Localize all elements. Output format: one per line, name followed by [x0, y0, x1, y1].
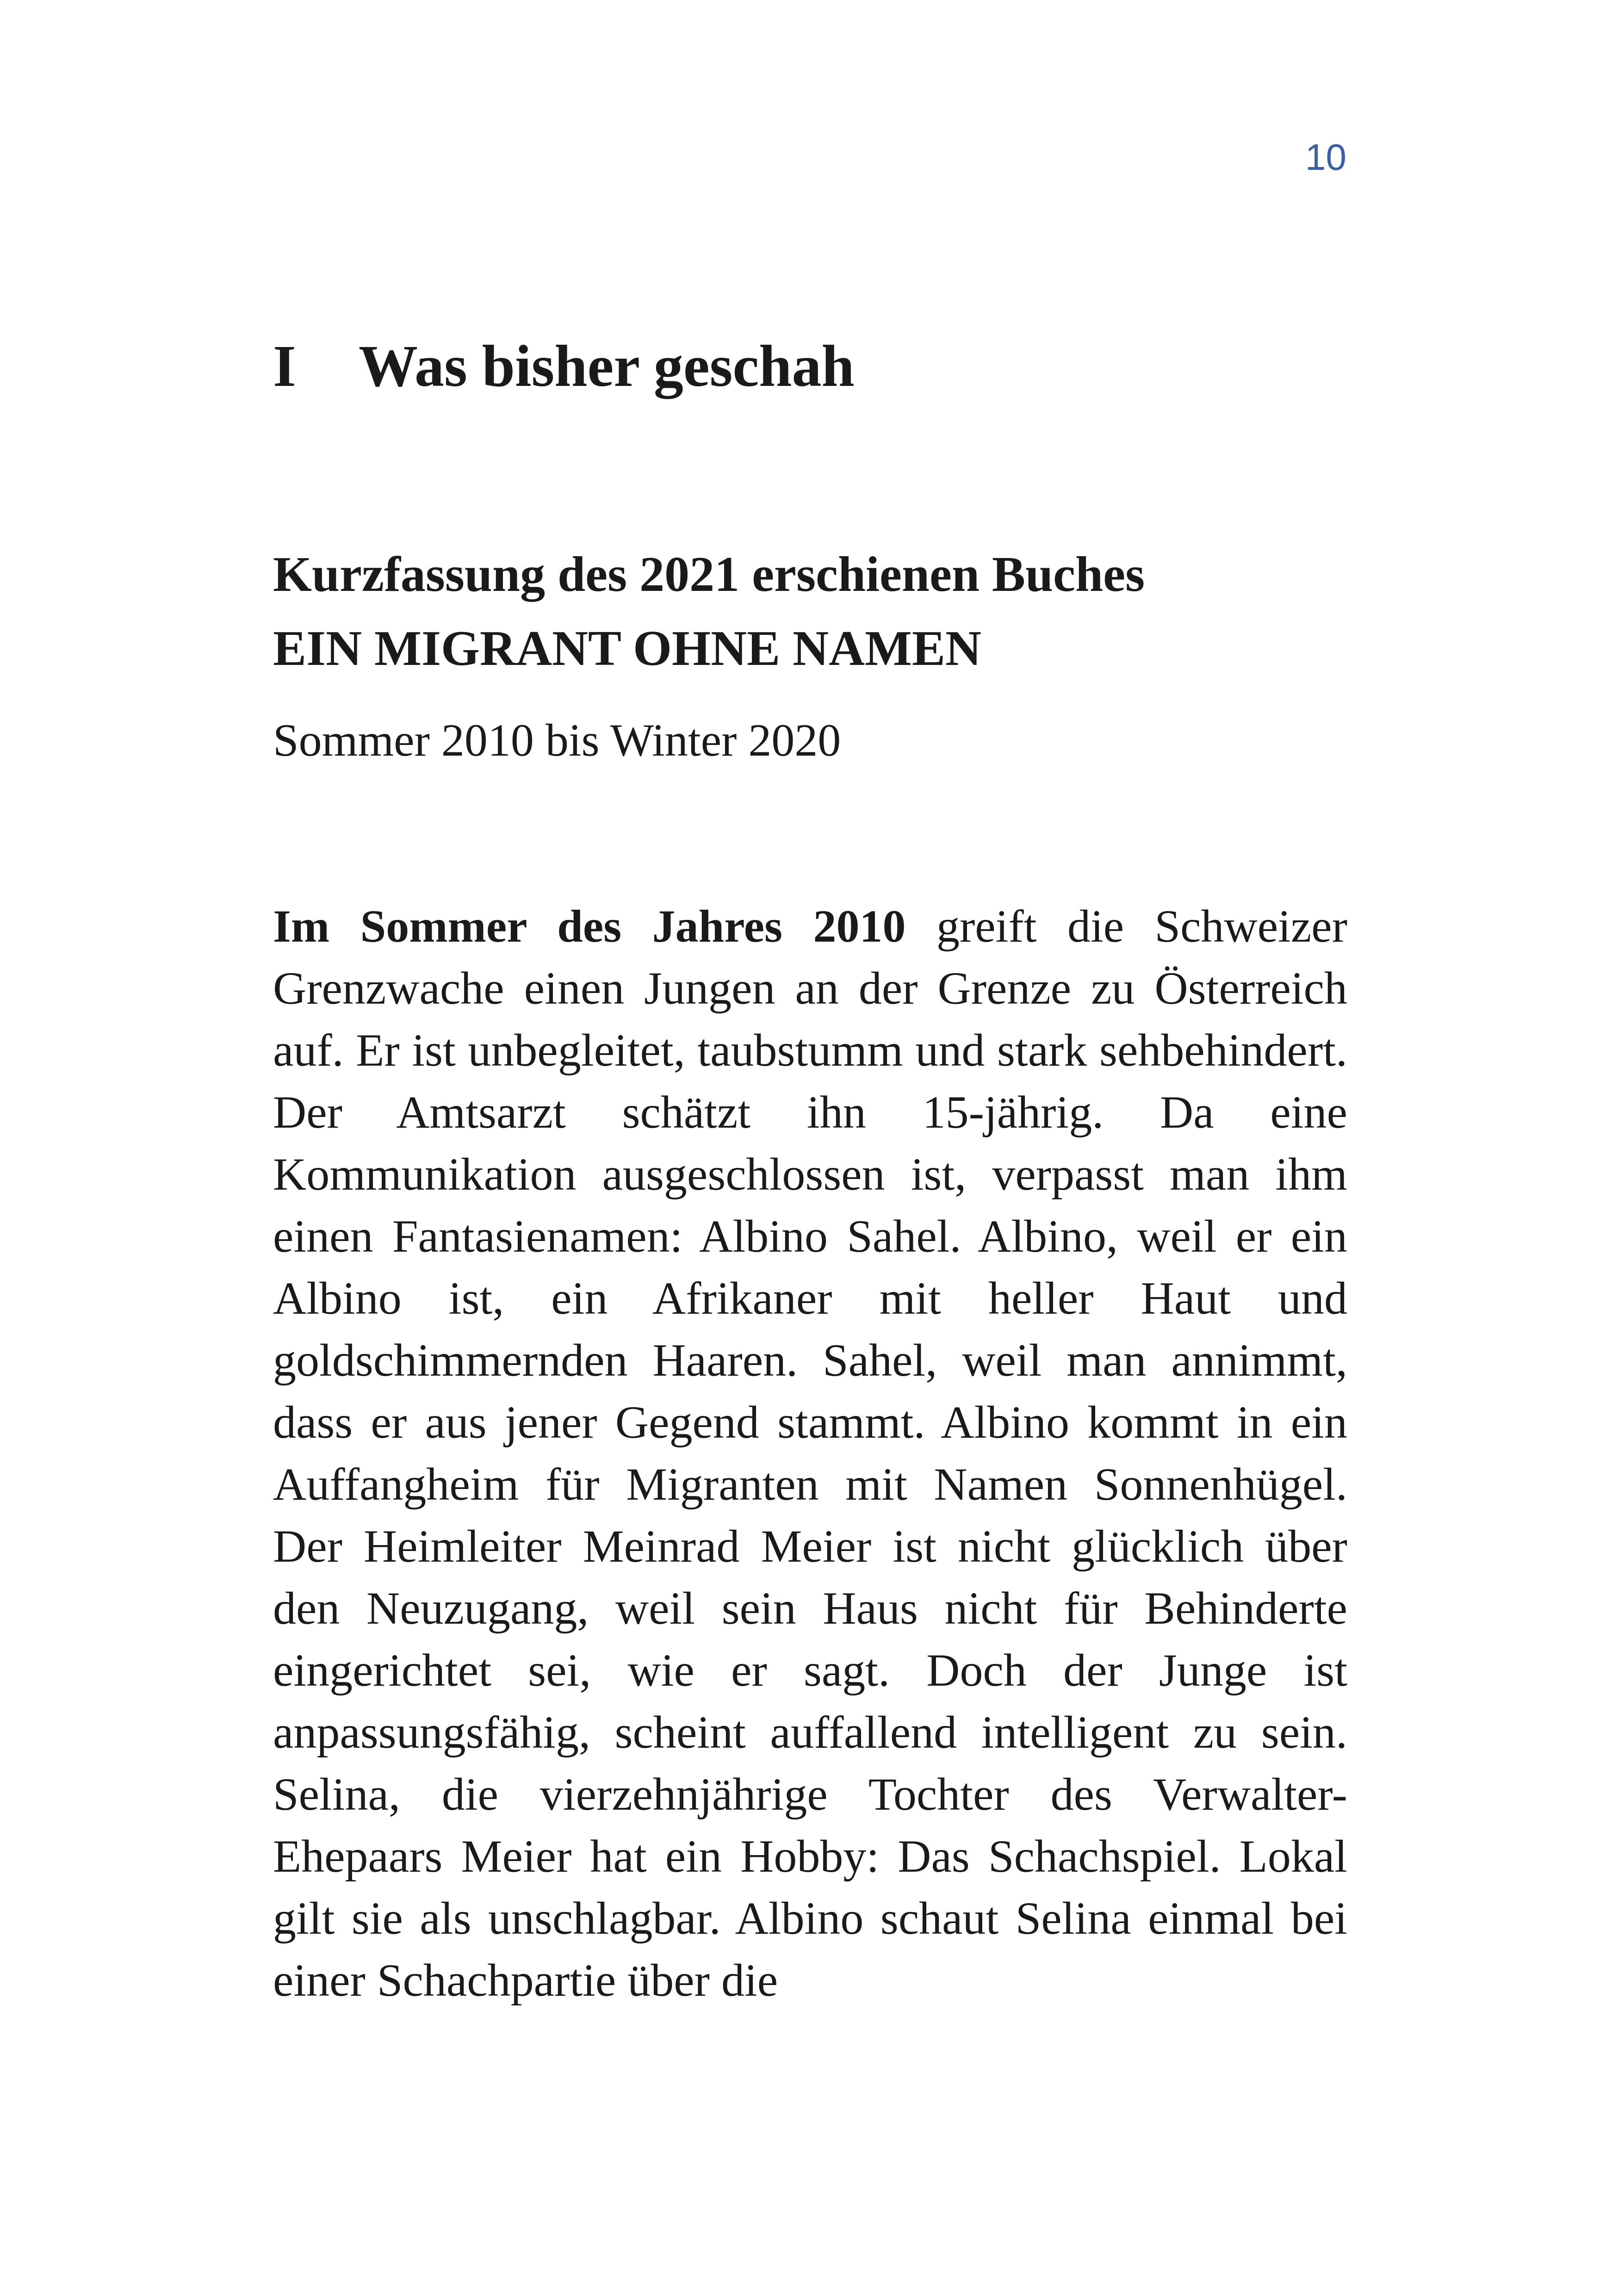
- body-paragraph: [273, 895, 1347, 2011]
- page-number: 10: [1305, 137, 1346, 178]
- paragraph-lead: Im Sommer des Jahres 2010: [273, 900, 906, 952]
- section-heading: [273, 538, 1145, 686]
- chapter-title: Was bisher geschah: [359, 333, 855, 399]
- chapter-number: I: [273, 333, 296, 399]
- time-period: Sommer 2010 bis Winter 2020: [273, 714, 841, 766]
- section-heading-line-1: Kurzfassung des 2021 erschienen Buches: [273, 547, 1145, 602]
- paragraph-text: greift die Schweizer Grenzwache einen Jungen an der Grenze zu Österreich auf. Er ist unbegleitet, taubstumm und stark sehbehindert. Der Amtsarzt schätzt ihn 15-jährig. Da eine Kommunikation ausgeschlossen ist, verpasst man ihm einen Fantasienamen: Albino Sahel. Albino, weil er ein Albino ist, ein Afrikaner mit heller Haut und goldschimmernden Haaren. Sahel, weil man annimmt, dass er aus jener Gegend stammt. Albino kommt in ein Auffangheim für Migranten mit Namen Sonnenhügel. Der Heimleiter Meinrad Meier ist nicht glücklich über den Neuzugang, weil sein Haus nicht für Behinderte eingerichtet sei, wie er sagt. Doch der Junge ist anpassungsfähig, scheint auffallend intelligent zu sein. Selina, die vierzehnjährige Tochter des Verwalter-Ehepaars Meier hat ein Hobby: Das Schachspiel. Lokal gilt sie als unschlagbar. Albino schaut Selina einmal bei einer Schachpartie über die: [273, 900, 1347, 2006]
- chapter-heading: [273, 331, 855, 402]
- section-heading-line-2: EIN MIGRANT OHNE NAMEN: [273, 621, 982, 676]
